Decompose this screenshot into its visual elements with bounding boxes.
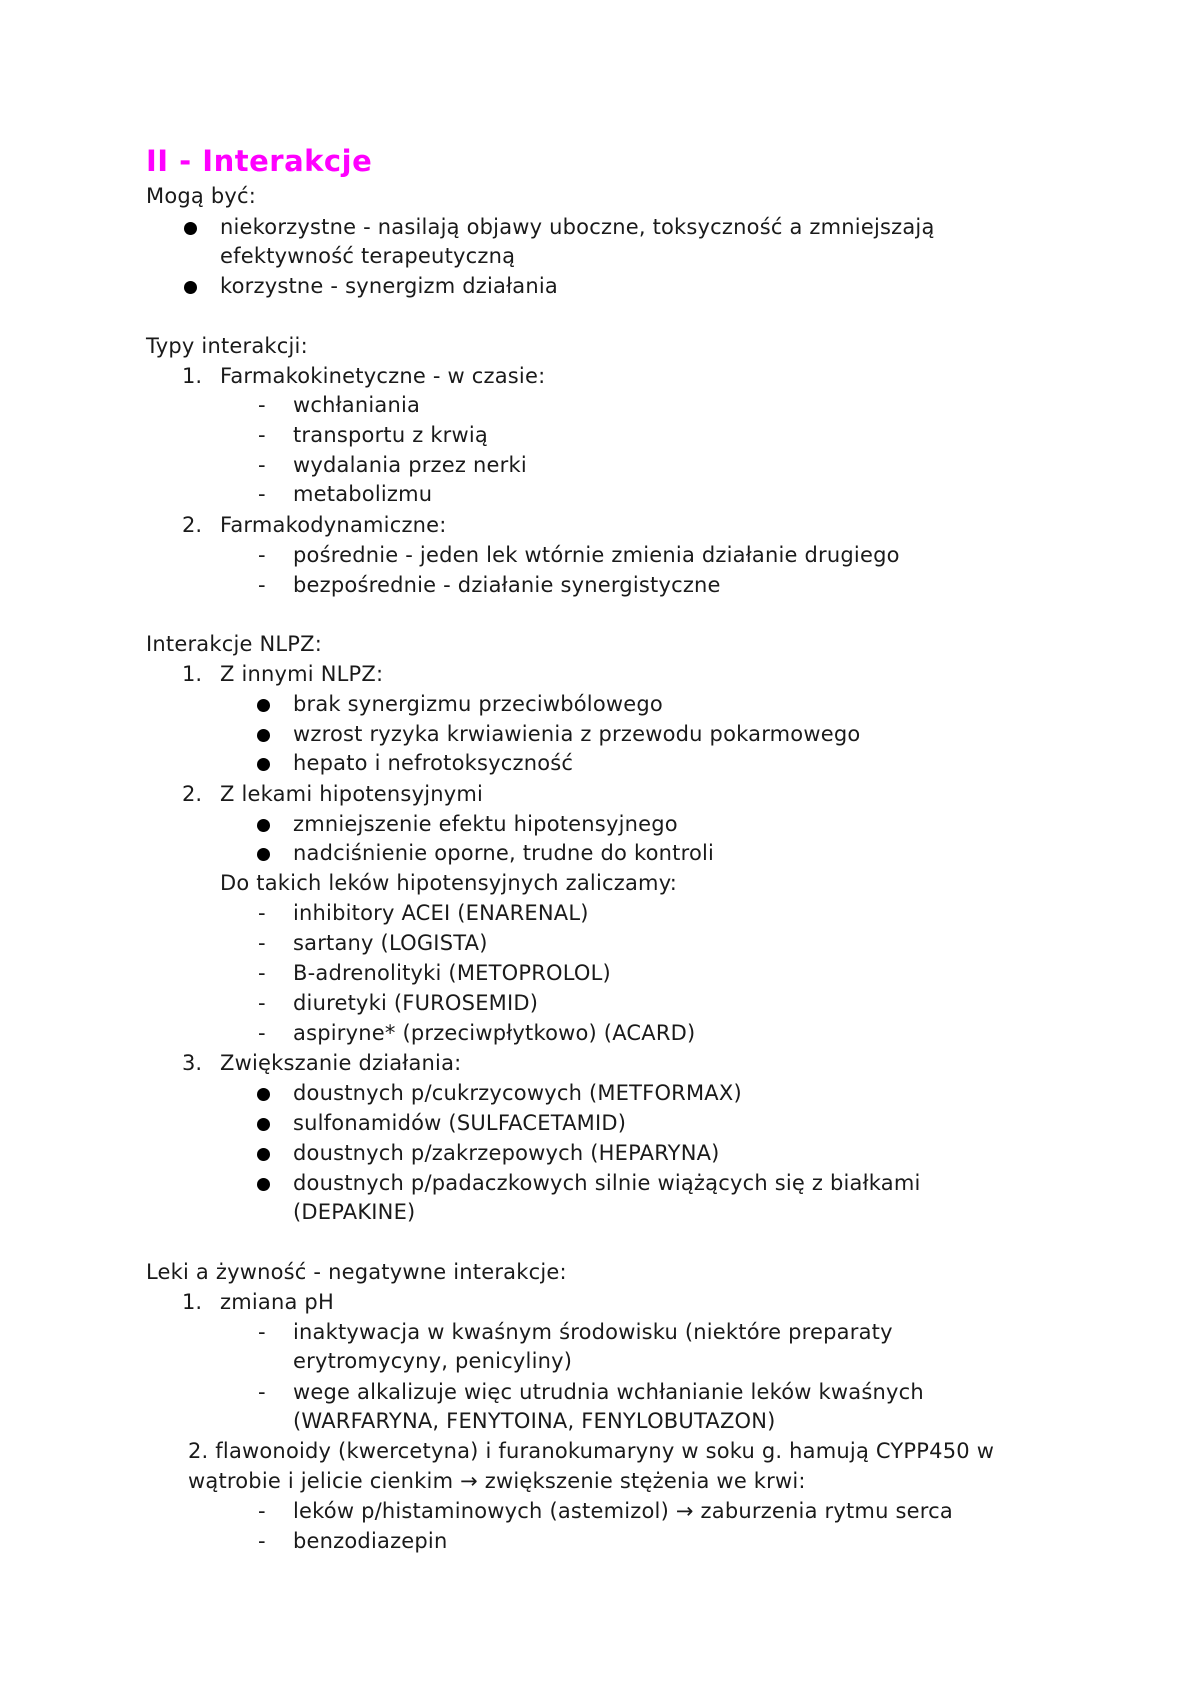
intro-bullet: niekorzystne - nasilają objawy uboczne, toksyczność a zmniejszają [220,215,935,239]
sub-item: wege alkalizuje więc utrudnia wchłanianie leków kwaśnych [293,1380,924,1404]
dash-marker: - [258,1320,266,1344]
dash-marker: - [258,1380,266,1404]
section-label: Typy interakcji: [146,334,308,358]
dash-marker: - [258,482,266,506]
sub-item: doustnych p/zakrzepowych (HEPARYNA) [293,1141,720,1165]
sub-item: bezpośrednie - działanie synergistyczne [293,573,721,597]
sub-item: leków p/histaminowych (astemizol) → zaburzenia rytmu serca [293,1499,953,1523]
sub-item: doustnych p/cukrzycowych (METFORMAX) [293,1081,742,1105]
sub-item: inaktywacja w kwaśnym środowisku (niektóre preparaty [293,1320,893,1344]
bullet-icon [257,1118,270,1131]
sub-item: wchłaniania [293,393,421,417]
dash-marker: - [258,1529,266,1553]
list-item: Farmakodynamiczne: [220,513,447,537]
list-number: 2. [182,782,203,806]
section-label: Leki a żywność - negatywne interakcje: [146,1260,567,1284]
dash-marker: - [258,1021,266,1045]
sub-item: nadciśnienie oporne, trudne do kontroli [293,841,715,865]
sub-item: brak synergizmu przeciwbólowego [293,692,663,716]
sub-item-continued: (WARFARYNA, FENYTOINA, FENYLOBUTAZON) [293,1409,776,1433]
list-item: Z innymi NLPZ: [220,662,384,686]
dash-marker: - [258,543,266,567]
note-text: Do takich leków hipotensyjnych zaliczamy: [220,871,678,895]
drug-item: aspiryne* (przeciwpłytkowo) (ACARD) [293,1021,696,1045]
sub-item: transportu z krwią [293,423,488,447]
intro-bullet-continued: efektywność terapeutyczną [220,244,516,268]
bullet-icon [257,699,270,712]
sub-item: metabolizmu [293,482,433,506]
sub-item: wzrost ryzyka krwiawienia z przewodu pokarmowego [293,722,861,746]
dash-marker: - [258,423,266,447]
drug-item: B-adrenolityki (METOPROLOL) [293,961,611,985]
list-number: 1. [182,662,203,686]
sub-item: pośrednie - jeden lek wtórnie zmienia działanie drugiego [293,543,900,567]
list-number: 1. [182,1290,203,1314]
sub-item: hepato i nefrotoksyczność [293,751,574,775]
drug-item: inhibitory ACEI (ENARENAL) [293,901,589,925]
page-title: II - Interakcje [146,144,373,178]
intro-label: Mogą być: [146,184,257,208]
sub-item: wydalania przez nerki [293,453,527,477]
sub-item: benzodiazepin [293,1529,448,1553]
bullet-icon [257,729,270,742]
bullet-icon [257,758,270,771]
dash-marker: - [258,931,266,955]
bullet-icon [257,1178,270,1191]
dash-marker: - [258,901,266,925]
bullet-icon [257,1088,270,1101]
list-number: 1. [182,364,203,388]
drug-item: diuretyki (FUROSEMID) [293,991,539,1015]
dash-marker: - [258,991,266,1015]
list-item: zmiana pH [220,1290,334,1314]
bullet-icon [257,819,270,832]
sub-item: doustnych p/padaczkowych silnie wiążących się z białkami [293,1171,921,1195]
sub-item-continued: (DEPAKINE) [293,1200,416,1224]
intro-bullet: korzystne - synergizm działania [220,274,558,298]
list-item: 2. flawonoidy (kwercetyna) i furanokumaryny w soku g. hamują CYPP450 w [188,1439,995,1463]
section-label: Interakcje NLPZ: [146,632,323,656]
bullet-icon [257,1148,270,1161]
bullet-icon [184,281,197,294]
list-item-continued: wątrobie i jelicie cienkim → zwiększenie stężenia we krwi: [188,1469,806,1493]
list-number: 3. [182,1051,203,1075]
dash-marker: - [258,393,266,417]
sub-item: zmniejszenie efektu hipotensyjnego [293,812,678,836]
dash-marker: - [258,453,266,477]
list-number: 2. [182,513,203,537]
list-item: Zwiększanie działania: [220,1051,462,1075]
dash-marker: - [258,961,266,985]
list-item: Z lekami hipotensyjnymi [220,782,484,806]
dash-marker: - [258,1499,266,1523]
bullet-icon [257,848,270,861]
bullet-icon [184,222,197,235]
dash-marker: - [258,573,266,597]
sub-item-continued: erytromycyny, penicyliny) [293,1349,573,1373]
list-item: Farmakokinetyczne - w czasie: [220,364,546,388]
sub-item: sulfonamidów (SULFACETAMID) [293,1111,627,1135]
drug-item: sartany (LOGISTA) [293,931,488,955]
